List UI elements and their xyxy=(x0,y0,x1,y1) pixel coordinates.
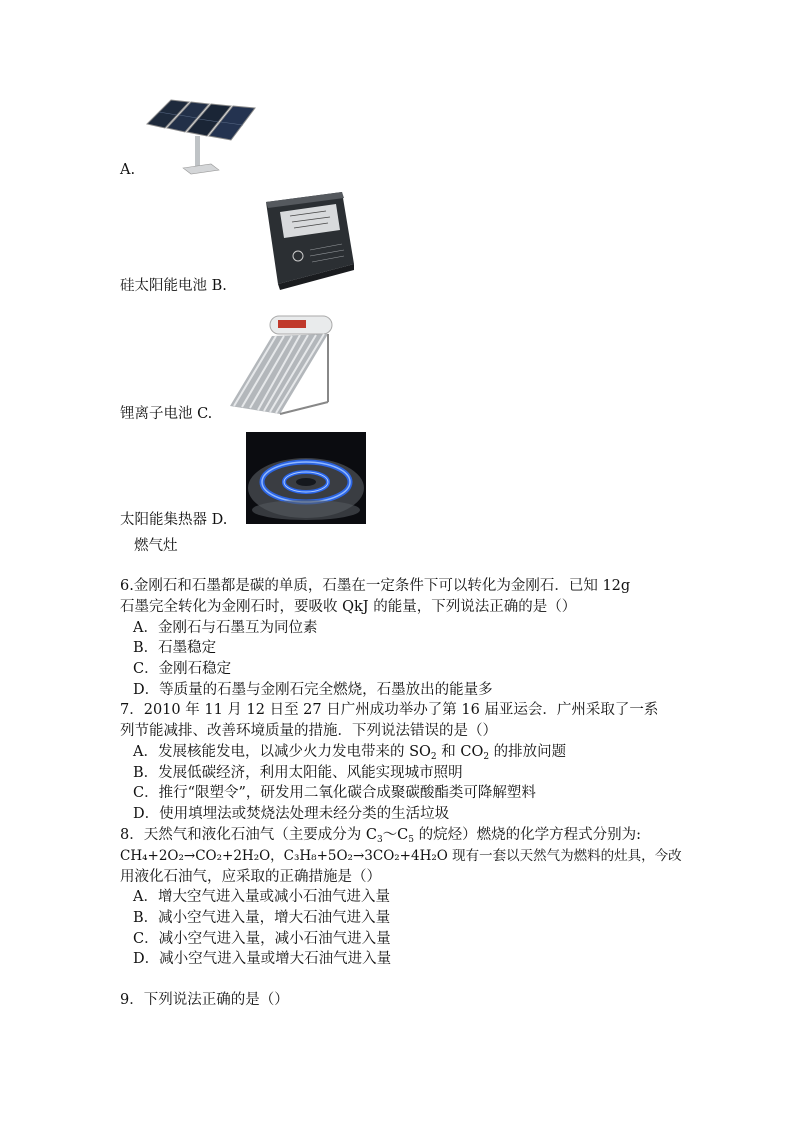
q8-option-b: B．减小空气进入量，增大石油气进入量 xyxy=(133,910,391,926)
q8-option-c: C．减小空气进入量，减小石油气进入量 xyxy=(133,931,391,947)
q6-stem-line2: 石墨完全转化为金刚石时，要吸收 QkJ 的能量，下列说法正确的是（） xyxy=(120,599,577,615)
q9-stem-line1: 9．下列说法正确的是（） xyxy=(120,992,289,1008)
option-b-label: 硅太阳能电池 B. xyxy=(120,278,227,294)
q7-option-a: A．发展核能发电，以减少火力发电带来的 $SO_2$ 和 $CO_2$ 的排放问题 xyxy=(133,744,567,762)
q6-option-c: C．金刚石稳定 xyxy=(133,661,232,677)
solar-panel-image xyxy=(143,96,258,176)
option-d-label: 太阳能集热器 D. xyxy=(120,512,228,528)
q7-option-c: C．推行“限塑令”，研发用二氧化碳合成聚碳酸酯类可降解塑料 xyxy=(133,785,536,801)
q7-stem-line2: 列节能减排、改善环境质量的措施．下列说法错误的是（） xyxy=(120,723,497,739)
q6-option-b: B．石墨稳定 xyxy=(133,640,217,656)
gas-stove-image xyxy=(246,432,366,524)
q8-equations-line: CH₄+2O₂→CO₂+2H₂O，C₃H₈+5O₂→3CO₂+4H₂O 现有一套以天然气为燃料的灶具，今改 xyxy=(120,848,682,864)
q8-stem-line1: 8．天然气和液化石油气（主要成分为 $C_3\sim C_5$ 的烷烃）燃烧的化学方程式分别为: xyxy=(120,827,642,845)
q6-option-a: A．金刚石与石墨互为同位素 xyxy=(133,620,318,636)
q7-stem-line1: 7．2010 年 11 月 12 日至 27 日广州成功举办了第 16 届亚运会．广州采取了一系 xyxy=(120,702,659,718)
q8-option-d: D．减小空气进入量或增大石油气进入量 xyxy=(133,951,392,967)
option-a-label: A. xyxy=(120,162,136,178)
q6-option-d: D．等质量的石墨与金刚石完全燃烧，石墨放出的能量多 xyxy=(133,682,493,698)
battery-image xyxy=(246,186,358,292)
q8-stem-line3: 用液化石油气，应采取的正确措施是（） xyxy=(120,869,381,885)
q8-option-a: A．增大空气进入量或减小石油气进入量 xyxy=(133,889,390,905)
option-d-caption: 燃气灶 xyxy=(134,538,178,554)
q7-option-d: D．使用填埋法或焚烧法处理未经分类的生活垃圾 xyxy=(133,806,450,822)
q7-option-b: B．发展低碳经济，利用太阳能、风能实现城市照明 xyxy=(133,765,463,781)
q6-stem-line1: 6.金刚石和石墨都是碳的单质，石墨在一定条件下可以转化为金刚石．已知 12g xyxy=(120,578,631,594)
solar-water-heater-image xyxy=(228,314,336,418)
option-c-label: 锂离子电池 C. xyxy=(120,406,213,422)
